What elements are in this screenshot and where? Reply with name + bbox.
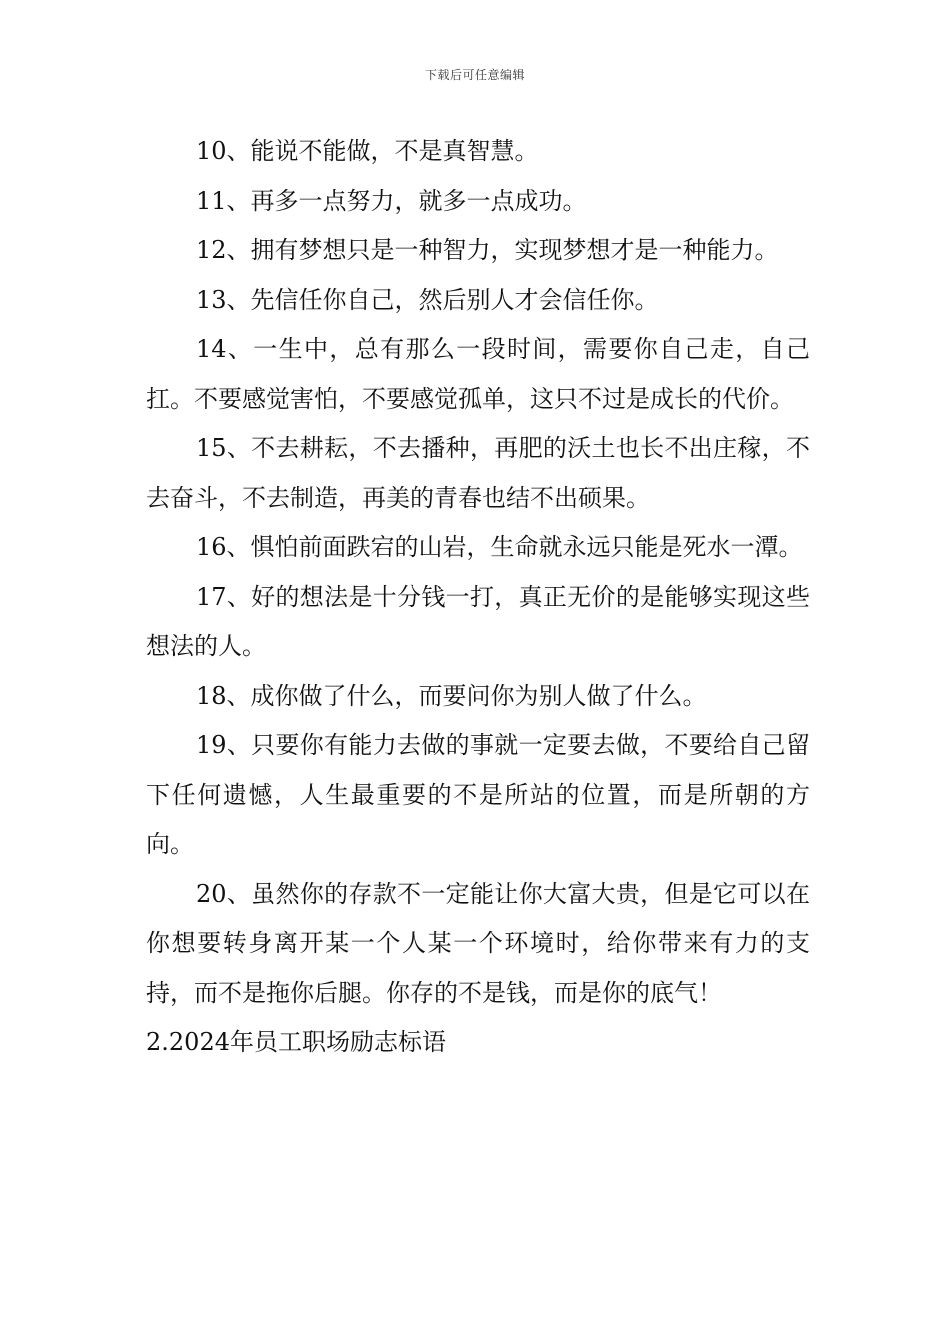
section-heading: 2.2024年员工职场励志标语 (146, 1028, 446, 1056)
list-item: 20、虽然你的存款不一定能让你大富大贵，但是它可以在你想要转身离开某一个人某一个环境时，给你带来有力的支持，而不是拖你后腿。你存的不是钱，而是你的底气！ (146, 879, 810, 1007)
list-item: 18、成你做了什么，而要问你为别人做了什么。 (196, 681, 707, 710)
list-item: 14、一生中，总有那么一段时间，需要你自己走，自己扛。不要感觉害怕，不要感觉孤单，这只不过是成长的代价。 (146, 335, 810, 413)
header-note: 下载后可任意编辑 (424, 68, 525, 82)
list-item: 11、再多一点努力，就多一点成功。 (196, 186, 587, 215)
list-item: 12、拥有梦想只是一种智力，实现梦想才是一种能力。 (196, 236, 779, 264)
list-item: 19、只要你有能力去做的事就一定要去做，不要给自己留下任何遗憾，人生最重要的不是所站的位置，而是所朝的方向。 (146, 731, 810, 858)
list-item: 10、能说不能做，不是真智慧。 (196, 137, 539, 165)
document-body (146, 127, 810, 1068)
list-item: 16、惧怕前面跌宕的山岩，生命就永远只能是死水一潭。 (196, 533, 803, 561)
list-item: 17、好的想法是十分钱一打，真正无价的是能够实现这些想法的人。 (146, 582, 810, 660)
list-item: 13、先信任你自己，然后别人才会信任你。 (196, 285, 659, 314)
list-item: 15、不去耕耘，不去播种，再肥的沃土也长不出庄稼，不去奋斗，不去制造，再美的青春也结不出硕果。 (146, 434, 810, 512)
